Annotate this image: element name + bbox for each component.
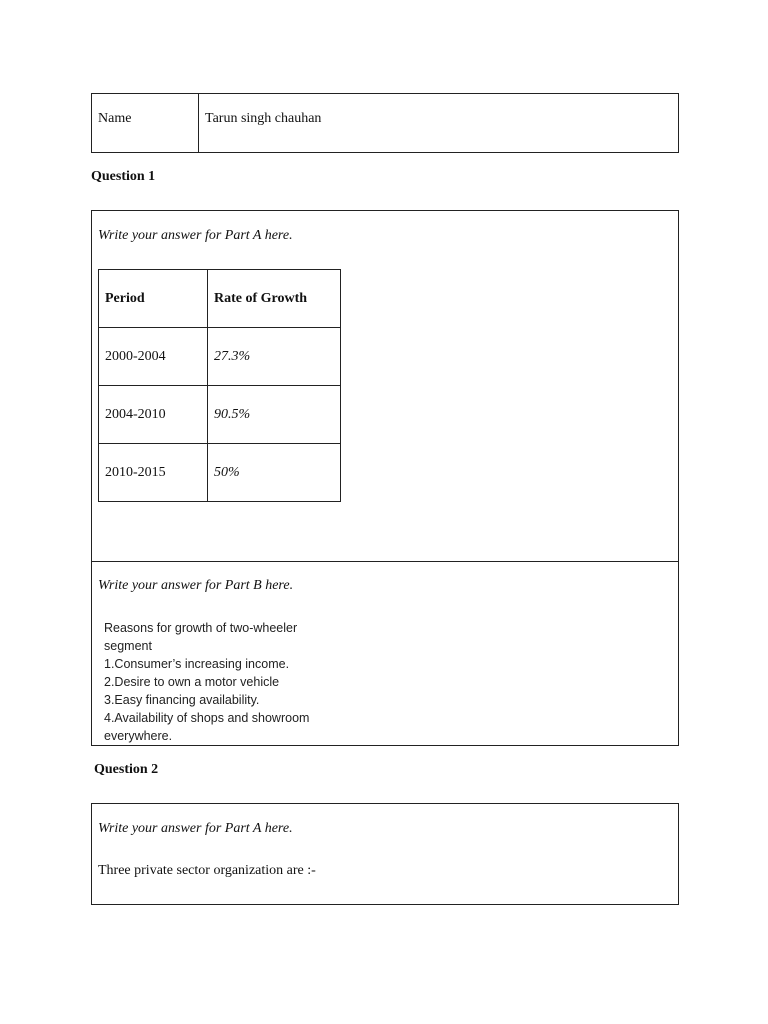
question-1-heading: Question 1	[91, 169, 156, 184]
rate-cell: 27.3%	[208, 328, 341, 386]
name-value: Tarun singh chauhan	[205, 111, 322, 126]
table-header-row	[99, 270, 341, 328]
period-cell: 2000-2004	[99, 328, 208, 386]
q2-part-a-prompt: Write your answer for Part A here.	[98, 821, 293, 836]
part-divider	[92, 561, 678, 562]
answer-line: everywhere.	[104, 729, 173, 743]
q2-part-a-answer: Three private sector organization are :-	[98, 863, 316, 878]
name-label: Name	[98, 111, 132, 126]
rate-cell: 90.5%	[208, 386, 341, 444]
table-header-rate: Rate of Growth	[208, 270, 341, 328]
answer-line: Reasons for growth of two-wheeler	[104, 621, 298, 635]
period-cell: 2010-2015	[99, 444, 208, 502]
name-table-divider	[198, 94, 199, 152]
table-row	[99, 444, 341, 502]
answer-line: segment	[104, 639, 152, 653]
rate-cell: 50%	[208, 444, 341, 502]
period-cell: 2004-2010	[99, 386, 208, 444]
question-2-heading: Question 2	[94, 762, 159, 777]
table-row	[99, 386, 341, 444]
answer-line: 4.Availability of shops and showroom	[104, 711, 310, 725]
answer-line: 2.Desire to own a motor vehicle	[104, 675, 280, 689]
question-1-answer-box	[91, 210, 679, 746]
table-header-period: Period	[99, 270, 208, 328]
part-b-prompt: Write your answer for Part B here.	[98, 578, 294, 593]
name-table	[91, 93, 679, 153]
part-b-answer	[104, 619, 309, 745]
answer-line: 3.Easy financing availability.	[104, 693, 260, 707]
table-row	[99, 328, 341, 386]
part-a-prompt: Write your answer for Part A here.	[98, 228, 293, 243]
answer-line: 1.Consumer’s increasing income.	[104, 657, 290, 671]
question-2-answer-box	[91, 803, 679, 905]
growth-rate-table	[98, 269, 341, 502]
